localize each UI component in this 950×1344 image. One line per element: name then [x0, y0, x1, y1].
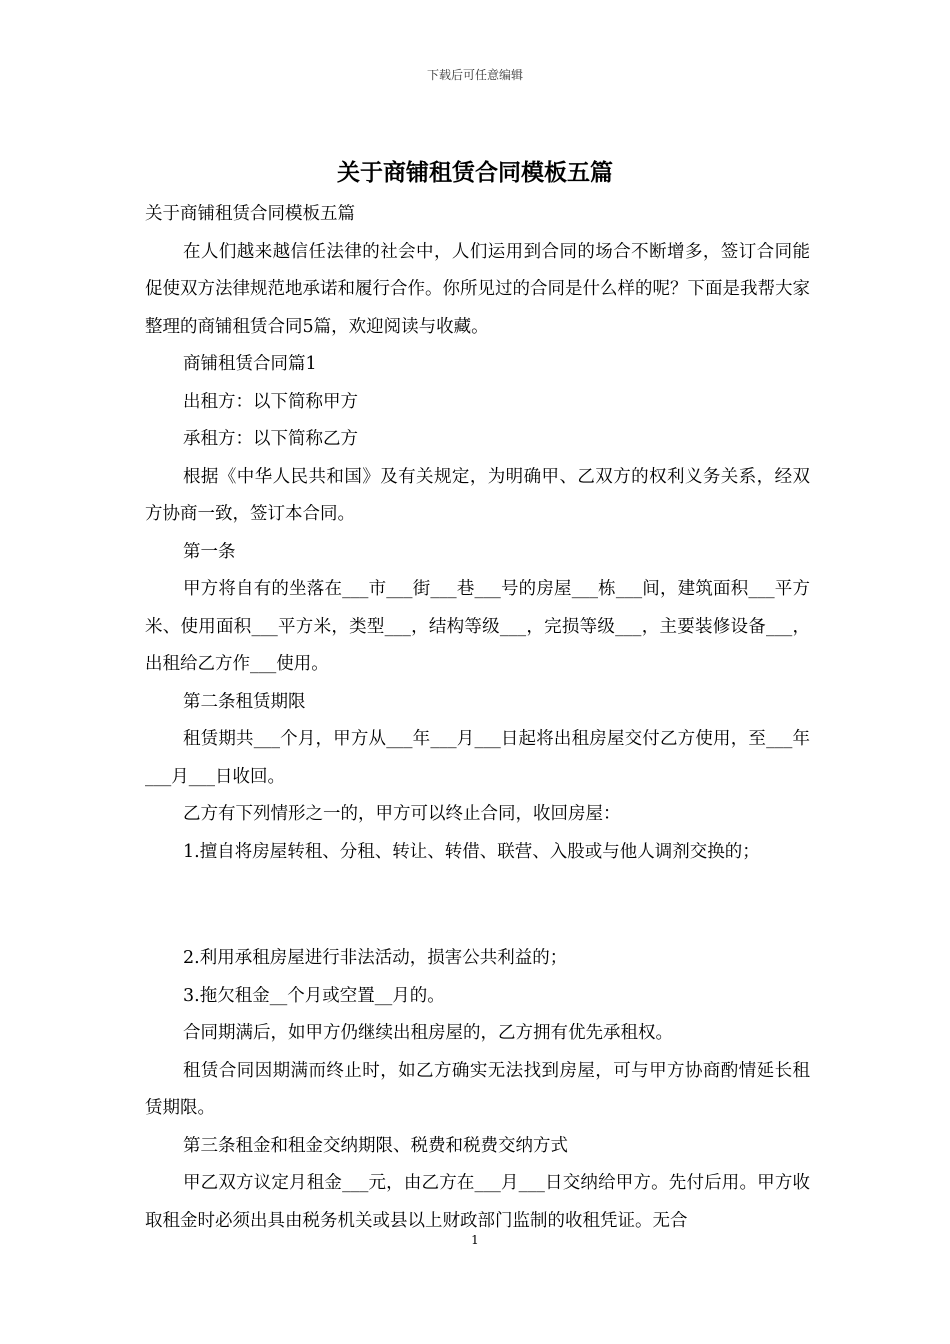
paragraph: 租赁期共___个月，甲方从___年___月___日起将出租房屋交付乙方使用，至___年___月___日收回。: [145, 729, 810, 787]
paragraph: 合同期满后，如甲方仍继续出租房屋的，乙方拥有优先承租权。: [183, 1023, 673, 1043]
paragraph: 第二条租赁期限: [183, 691, 306, 712]
page-header-note: 下载后可任意编辑: [426, 68, 523, 82]
paragraph: 承租方：以下简称乙方: [183, 429, 358, 449]
page-number: 1: [471, 1233, 479, 1247]
paragraph: 商铺租赁合同篇1: [183, 354, 317, 374]
document-title: 关于商铺租赁合同模板五篇: [337, 160, 613, 186]
paragraph: 第三条租金和租金交纳期限、税费和税费交纳方式: [183, 1135, 568, 1156]
paragraph: 租赁合同因期满而终止时，如乙方确实无法找到房屋，可与甲方协商酌情延长租赁期限。: [145, 1060, 810, 1118]
paragraph: 关于商铺租赁合同模板五篇: [145, 204, 355, 224]
paragraph: 1.擅自将房屋转租、分租、转让、转借、联营、入股或与他人调剂交换的；: [183, 841, 760, 862]
paragraph: 甲方将自有的坐落在___市___街___巷___号的房屋___栋___间，建筑面积___平方米、使用面积___平方米，类型___，结构等级___，完损等级___，主要装修设备___，出租给乙方作___使用。: [145, 579, 810, 674]
document-body: [145, 196, 810, 1240]
paragraph: 根据《中华人民共和国》及有关规定，为明确甲、乙双方的权利义务关系，经双方协商一致，签订本合同。: [145, 466, 810, 524]
paragraph: 第一条: [183, 541, 236, 562]
blank-line: [145, 887, 810, 924]
paragraph: 2.利用承租房屋进行非法活动，损害公共利益的；: [183, 948, 568, 968]
paragraph: 乙方有下列情形之一的，甲方可以终止合同，收回房屋：: [183, 804, 621, 824]
paragraph: 出租方：以下简称甲方: [183, 391, 358, 412]
paragraph: 甲乙双方议定月租金___元，由乙方在___月___日交纳给甲方。先付后用。甲方收取租金时必须出具由税务机关或县以上财政部门监制的收租凭证。无合: [145, 1173, 810, 1231]
paragraph: 在人们越来越信任法律的社会中，人们运用到合同的场合不断增多，签订合同能促使双方法律规范地承诺和履行合作。你所见过的合同是什么样的呢？下面是我帮大家整理的商铺租赁合同5篇，欢迎阅读与收藏。: [145, 241, 810, 337]
paragraph: 3.拖欠租金__个月或空置__月的。: [183, 985, 445, 1006]
